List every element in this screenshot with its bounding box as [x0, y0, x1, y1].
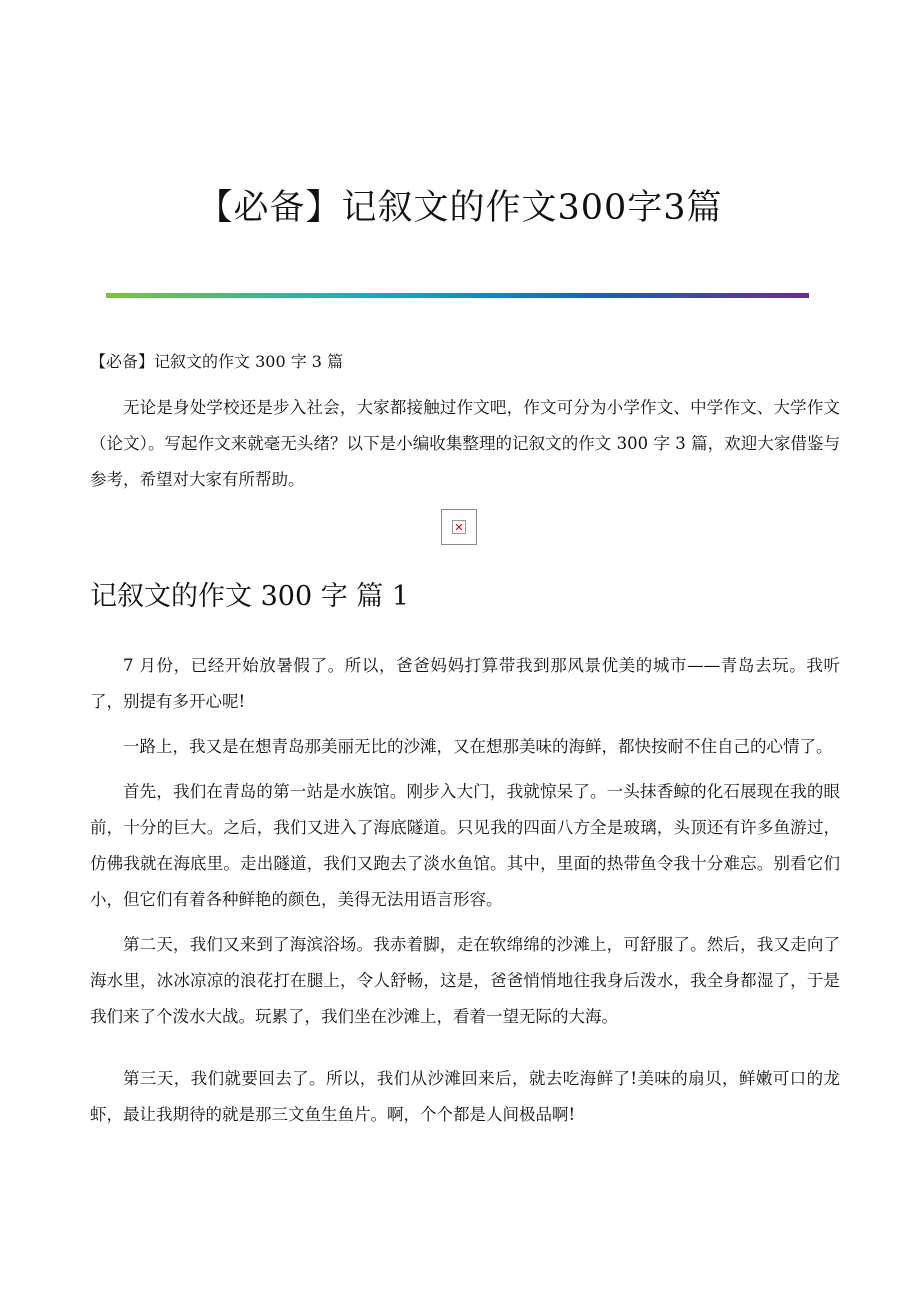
essay-paragraph: 一路上，我又是在想青岛那美丽无比的沙滩，又在想那美味的海鲜，都快按耐不住自己的心情了。 [123, 737, 833, 756]
essay-paragraph: 首先，我们在青岛的第一站是水族馆。刚步入大门，我就惊呆了。一头抹香鲸的化石展现在我的眼前，十分的巨大。之后，我们又进入了海底隧道。只见我的四面八方全是玻璃，头顶还有许多鱼游过，仿佛我就在海底里。走出隧道，我们又跑去了淡水鱼馆。其中，里面的热带鱼令我十分难忘。别看它们小，但它们有着各种鲜艳的颜色，美得无法用语言形容。 [90, 782, 840, 909]
intro-section [90, 390, 840, 498]
document-subtitle: 【必备】记叙文的作文 300 字 3 篇 [90, 352, 344, 371]
essay-paragraph: 第二天，我们又来到了海滨浴场。我赤着脚，走在软绵绵的沙滩上，可舒服了。然后，我又走向了海水里，冰冰凉凉的浪花打在腿上，令人舒畅，这是，爸爸悄悄地往我身后泼水，我全身都湿了，于是我们来了个泼水大战。玩累了，我们坐在沙滩上，看着一望无际的大海。 [90, 935, 840, 1026]
section-heading: 记叙文的作文 300 字 篇 1 [90, 581, 410, 612]
broken-image-icon [441, 509, 477, 545]
image-error-mark: ✕ [452, 520, 466, 534]
essay-paragraph: 7 月份，已经开始放暑假了。所以，爸爸妈妈打算带我到那风景优美的城市——青岛去玩。我听了，别提有多开心呢! [90, 656, 840, 711]
essay-paragraph: 第三天，我们就要回去了。所以，我们从沙滩回来后，就去吃海鲜了!美味的扇贝，鲜嫩可口的龙虾，最让我期待的就是那三文鱼生鱼片。啊，个个都是人间极品啊! [90, 1069, 840, 1124]
essay-body [90, 648, 840, 1142]
document-title: 【必备】记叙文的作文300字3篇 [197, 188, 723, 228]
title-divider [106, 293, 809, 298]
intro-paragraph: 无论是身处学校还是步入社会，大家都接触过作文吧，作文可分为小学作文、中学作文、大学作文（论文）。写起作文来就毫无头绪？以下是小编收集整理的记叙文的作文 300 字 3 篇，欢迎大家借鉴与参考，希望对大家有所帮助。 [90, 398, 840, 489]
